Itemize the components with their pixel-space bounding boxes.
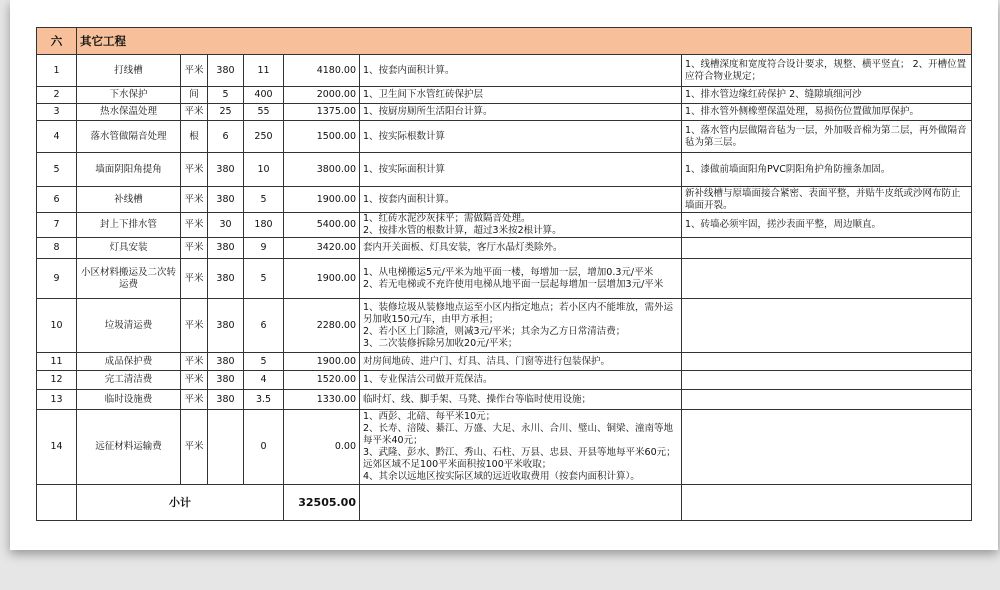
item-name[interactable]: 远征材料运输费 xyxy=(77,410,181,485)
item-unit-price[interactable]: 3.5 xyxy=(244,390,284,410)
subtotal-note-cell[interactable] xyxy=(682,485,972,521)
row-number[interactable]: 11 xyxy=(37,353,77,371)
item-note[interactable]: 1、落水管内层做隔音毡为一层，外加吸音棉为第二层，再外做隔音毡为第三层。 xyxy=(682,121,972,153)
row-number[interactable]: 3 xyxy=(37,104,77,121)
item-unit[interactable]: 平米 xyxy=(181,410,208,485)
item-name[interactable]: 墙面阴阳角提角 xyxy=(77,153,181,187)
table-row xyxy=(37,87,972,104)
item-description[interactable]: 1、专业保洁公司做开荒保洁。 xyxy=(360,371,682,390)
item-amount[interactable]: 4180.00 xyxy=(284,55,360,87)
row-number[interactable]: 10 xyxy=(37,299,77,353)
item-note[interactable]: 1、线槽深度和宽度符合设计要求，规整、横平竖直； 2、开槽位置应符合物业规定； xyxy=(682,55,972,87)
row-number[interactable]: 12 xyxy=(37,371,77,390)
item-unit-price[interactable]: 9 xyxy=(244,238,284,259)
item-amount[interactable]: 3800.00 xyxy=(284,153,360,187)
item-unit[interactable]: 平米 xyxy=(181,390,208,410)
row-number[interactable]: 4 xyxy=(37,121,77,153)
item-quantity[interactable]: 5 xyxy=(208,87,244,104)
item-amount[interactable]: 5400.00 xyxy=(284,213,360,238)
item-unit[interactable]: 平米 xyxy=(181,213,208,238)
item-unit-price[interactable]: 55 xyxy=(244,104,284,121)
row-number[interactable]: 7 xyxy=(37,213,77,238)
item-note[interactable] xyxy=(682,238,972,259)
item-description[interactable]: 1、按套内面积计算。 xyxy=(360,187,682,213)
row-number[interactable]: 1 xyxy=(37,55,77,87)
item-unit-price[interactable]: 11 xyxy=(244,55,284,87)
item-unit-price[interactable]: 250 xyxy=(244,121,284,153)
item-quantity[interactable] xyxy=(208,410,244,485)
item-quantity[interactable]: 380 xyxy=(208,259,244,299)
table-row xyxy=(37,153,972,187)
table-row xyxy=(37,213,972,238)
item-note[interactable] xyxy=(682,299,972,353)
item-amount[interactable]: 1900.00 xyxy=(284,353,360,371)
item-unit-price[interactable]: 5 xyxy=(244,187,284,213)
item-name[interactable]: 垃圾清运费 xyxy=(77,299,181,353)
item-unit[interactable]: 平米 xyxy=(181,371,208,390)
item-name[interactable]: 完工清洁费 xyxy=(77,371,181,390)
section-number: 六 xyxy=(37,28,77,55)
subtotal-row xyxy=(37,485,972,521)
table-row xyxy=(37,238,972,259)
subtotal-amount[interactable]: 32505.00 xyxy=(284,485,360,521)
item-unit[interactable]: 平米 xyxy=(181,55,208,87)
item-note[interactable]: 1、漆做前墙面阳角PVC阴阳角护角防撞条加固。 xyxy=(682,153,972,187)
item-quantity[interactable]: 380 xyxy=(208,153,244,187)
subtotal-description-cell[interactable] xyxy=(360,485,682,521)
item-unit[interactable]: 平米 xyxy=(181,187,208,213)
row-number[interactable]: 8 xyxy=(37,238,77,259)
item-unit[interactable]: 平米 xyxy=(181,353,208,371)
table-row xyxy=(37,104,972,121)
item-description[interactable]: 1、按套内面积计算。 xyxy=(360,55,682,87)
item-name[interactable]: 封上下排水管 xyxy=(77,213,181,238)
section-title: 其它工程 xyxy=(77,28,972,55)
item-note[interactable]: 1、排水管边缘红砖保护 2、缝隙填细河沙 xyxy=(682,87,972,104)
quote-table xyxy=(36,27,972,521)
item-quantity[interactable]: 380 xyxy=(208,238,244,259)
item-quantity[interactable]: 6 xyxy=(208,121,244,153)
item-description[interactable]: 1、卫生间下水管红砖保护层 xyxy=(360,87,682,104)
item-description[interactable]: 1、装修垃圾从装修地点运至小区内指定地点；若小区内不能堆放，需外运另加收150元/车，由甲方承担； 2、若小区上门除渣，则减3元/平米；其余为乙方日常清洁费； 3、二次装修拆除另加收20元/平米； xyxy=(360,299,682,353)
item-description[interactable]: 对房间地砖、进户门、灯具、洁具、门窗等进行包装保护。 xyxy=(360,353,682,371)
item-quantity[interactable]: 380 xyxy=(208,299,244,353)
item-name[interactable]: 打线槽 xyxy=(77,55,181,87)
table-row xyxy=(37,410,972,485)
table-row xyxy=(37,55,972,87)
table-row xyxy=(37,299,972,353)
item-amount[interactable]: 2280.00 xyxy=(284,299,360,353)
item-amount[interactable]: 1900.00 xyxy=(284,259,360,299)
item-description[interactable]: 1、从电梯搬运5元/平米为地平面一楼，每增加一层，增加0.3元/平米 2、若无电梯或不充许使用电梯从地平面一层起每增加一层增加3元/平米 xyxy=(360,259,682,299)
item-unit[interactable]: 平米 xyxy=(181,238,208,259)
item-unit-price[interactable]: 0 xyxy=(244,410,284,485)
item-unit-price[interactable]: 5 xyxy=(244,259,284,299)
item-amount[interactable]: 1330.00 xyxy=(284,390,360,410)
table-row xyxy=(37,353,972,371)
item-description[interactable]: 1、红砖水泥沙灰抹平；需做隔音处理。 2、按排水管的根数计算，超过3米按2根计算。 xyxy=(360,213,682,238)
table-row xyxy=(37,187,972,213)
item-unit[interactable]: 平米 xyxy=(181,104,208,121)
row-number[interactable]: 13 xyxy=(37,390,77,410)
subtotal-empty-cell[interactable] xyxy=(37,485,77,521)
item-amount[interactable]: 1500.00 xyxy=(284,121,360,153)
item-unit-price[interactable]: 5 xyxy=(244,353,284,371)
row-number[interactable]: 14 xyxy=(37,410,77,485)
item-description[interactable]: 套内开关面板、灯具安装，客厅水晶灯类除外。 xyxy=(360,238,682,259)
table-row xyxy=(37,371,972,390)
item-quantity[interactable]: 380 xyxy=(208,187,244,213)
item-name[interactable]: 小区材料搬运及二次转运费 xyxy=(77,259,181,299)
item-note[interactable]: 1、排水管外侧橡塑保温处理，易损伤位置做加厚保护。 xyxy=(682,104,972,121)
item-amount[interactable]: 1520.00 xyxy=(284,371,360,390)
item-unit-price[interactable]: 6 xyxy=(244,299,284,353)
item-quantity[interactable]: 25 xyxy=(208,104,244,121)
item-description[interactable]: 临时灯、线、脚手架、马凳、操作台等临时使用设施； xyxy=(360,390,682,410)
item-quantity[interactable]: 380 xyxy=(208,371,244,390)
item-unit[interactable]: 平米 xyxy=(181,153,208,187)
table-row xyxy=(37,390,972,410)
item-quantity[interactable]: 30 xyxy=(208,213,244,238)
item-name[interactable]: 热水保温处理 xyxy=(77,104,181,121)
item-name[interactable]: 下水保护 xyxy=(77,87,181,104)
item-unit[interactable]: 间 xyxy=(181,87,208,104)
item-name[interactable]: 临时设施费 xyxy=(77,390,181,410)
item-unit[interactable]: 平米 xyxy=(181,299,208,353)
item-amount[interactable]: 1900.00 xyxy=(284,187,360,213)
item-note[interactable] xyxy=(682,353,972,371)
item-unit-price[interactable]: 400 xyxy=(244,87,284,104)
table-row xyxy=(37,121,972,153)
item-amount[interactable]: 2000.00 xyxy=(284,87,360,104)
item-unit-price[interactable]: 180 xyxy=(244,213,284,238)
table-row xyxy=(37,259,972,299)
row-number[interactable]: 9 xyxy=(37,259,77,299)
row-number[interactable]: 6 xyxy=(37,187,77,213)
item-unit[interactable]: 平米 xyxy=(181,259,208,299)
item-description[interactable]: 1、按实际面积计算 xyxy=(360,153,682,187)
item-quantity[interactable]: 380 xyxy=(208,353,244,371)
item-note[interactable] xyxy=(682,390,972,410)
subtotal-label[interactable]: 小计 xyxy=(77,485,284,521)
section-header-row xyxy=(37,28,972,55)
item-name[interactable]: 落水管做隔音处理 xyxy=(77,121,181,153)
item-note[interactable] xyxy=(682,259,972,299)
item-name[interactable]: 灯具安装 xyxy=(77,238,181,259)
item-description[interactable]: 1、按实际根数计算 xyxy=(360,121,682,153)
item-name[interactable]: 补线槽 xyxy=(77,187,181,213)
spreadsheet-page xyxy=(10,0,998,550)
item-amount[interactable]: 0.00 xyxy=(284,410,360,485)
item-note[interactable]: 1、砖墙必须牢固，搓沙表面平整，周边顺直。 xyxy=(682,213,972,238)
item-description[interactable]: 1、西彭、北碚、每平米10元； 2、长寿、涪陵、綦江、万盛、大足、永川、合川、璧山、铜梁、潼南等地每平米40元； 3、武隆、彭水、黔江、秀山、石柱、万县、忠县、开县等地每平米60元；远郊区域不足100平米面积按100平米收取； 4、其余以远地区按实际区域的远近收取费用（按套内面积计算）。 xyxy=(360,410,682,485)
item-amount[interactable]: 3420.00 xyxy=(284,238,360,259)
item-quantity[interactable]: 380 xyxy=(208,55,244,87)
item-name[interactable]: 成品保护费 xyxy=(77,353,181,371)
item-amount[interactable]: 1375.00 xyxy=(284,104,360,121)
item-note[interactable] xyxy=(682,371,972,390)
row-number[interactable]: 2 xyxy=(37,87,77,104)
item-quantity[interactable]: 380 xyxy=(208,390,244,410)
item-note[interactable]: 新补线槽与原墙面接合紧密、表面平整，并贴牛皮纸或沙网布防止墙面开裂。 xyxy=(682,187,972,213)
item-description[interactable]: 1、按厨房厕所生活阳台计算。 xyxy=(360,104,682,121)
item-unit-price[interactable]: 4 xyxy=(244,371,284,390)
item-unit[interactable]: 根 xyxy=(181,121,208,153)
item-note[interactable] xyxy=(682,410,972,485)
row-number[interactable]: 5 xyxy=(37,153,77,187)
item-unit-price[interactable]: 10 xyxy=(244,153,284,187)
